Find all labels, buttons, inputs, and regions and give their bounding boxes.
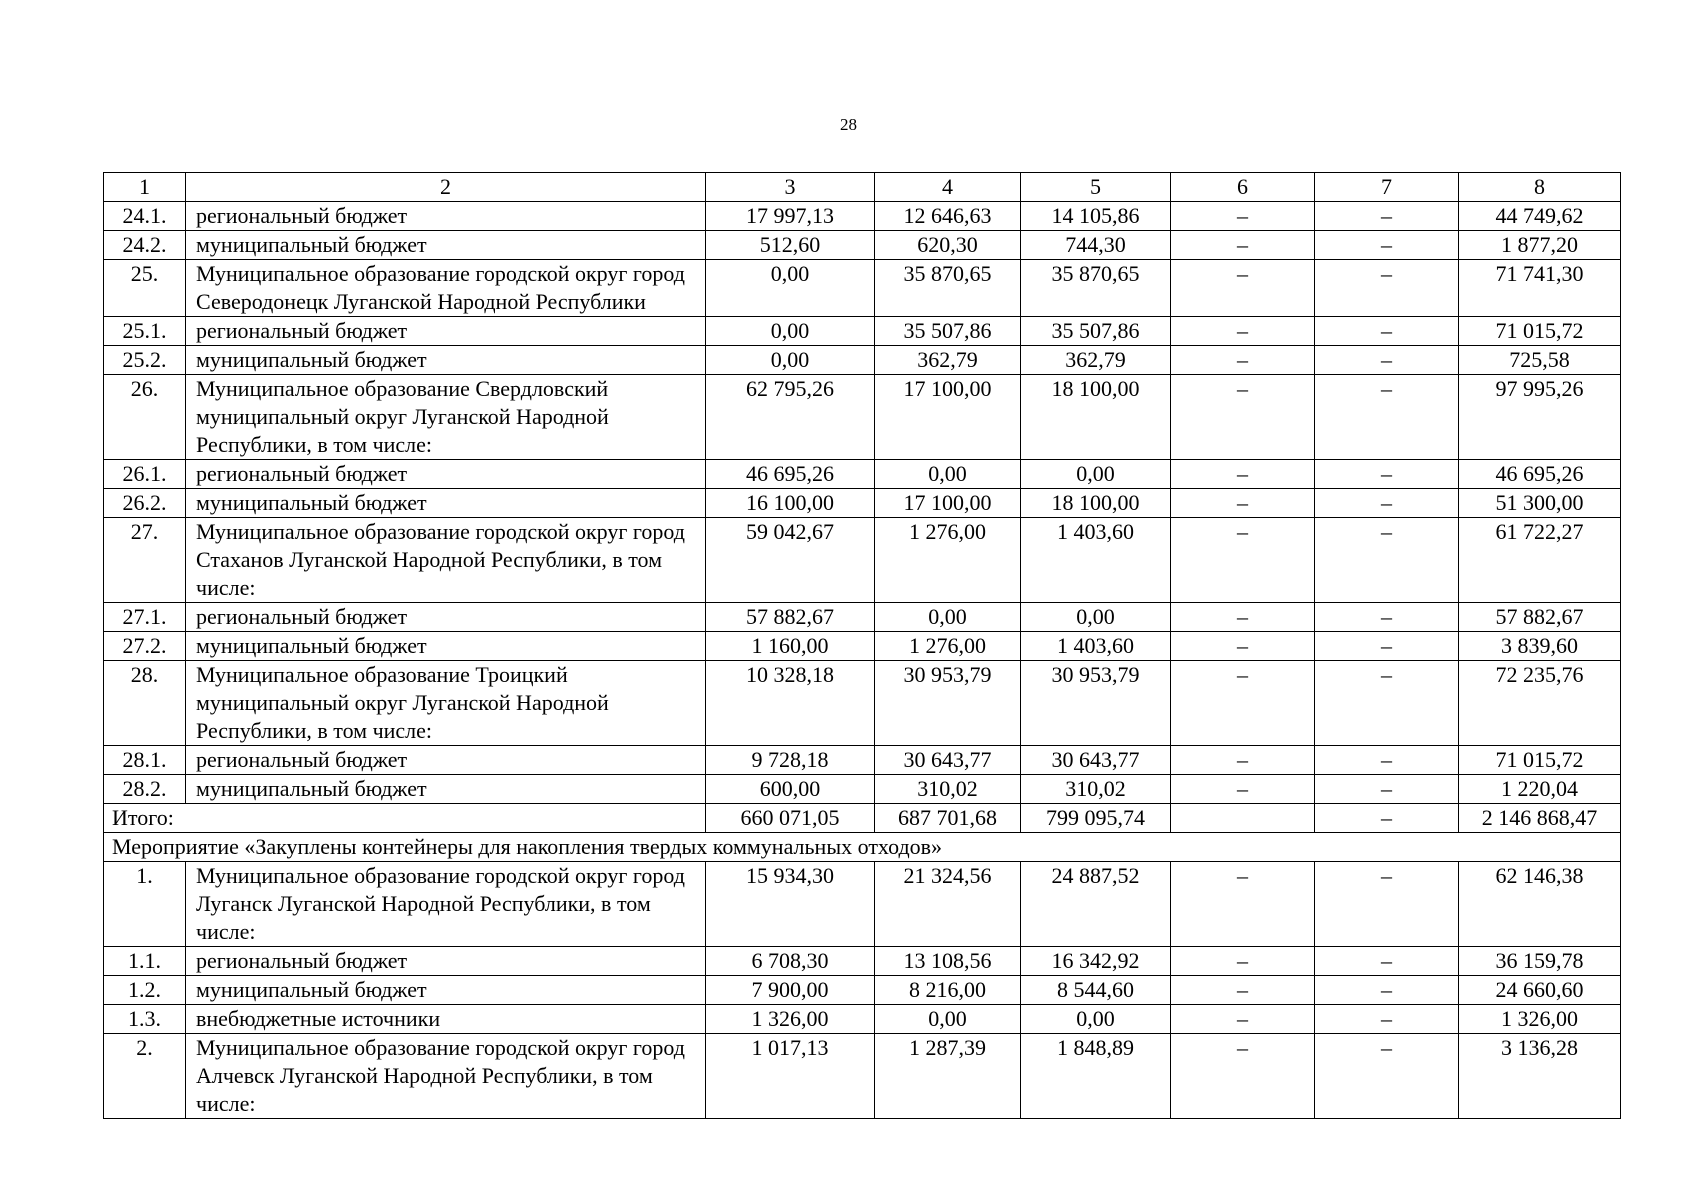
table-body	[104, 173, 1621, 1119]
col-5-value: 35 507,86	[1021, 317, 1171, 346]
col-4-value: 0,00	[875, 460, 1021, 489]
col-7-value: –	[1315, 260, 1459, 317]
table-row	[104, 632, 1621, 661]
row-name: внебюджетные источники	[186, 1005, 706, 1034]
row-number: 27.	[104, 518, 186, 603]
row-number: 28.	[104, 661, 186, 746]
col-7-value: –	[1315, 661, 1459, 746]
table-row	[104, 260, 1621, 317]
col-4-value: 30 643,77	[875, 746, 1021, 775]
col-3-value: 0,00	[706, 317, 875, 346]
table-row	[104, 947, 1621, 976]
row-name: Муниципальное образование городской округ город Алчевск Луганской Народной Республики, в том числе:	[186, 1034, 706, 1119]
col-6-value: –	[1171, 976, 1315, 1005]
row-number: 24.2.	[104, 231, 186, 260]
col-4-value: 35 507,86	[875, 317, 1021, 346]
row-name: региональный бюджет	[186, 603, 706, 632]
table-row	[104, 518, 1621, 603]
col-6-value: –	[1171, 375, 1315, 460]
col-7-value: –	[1315, 518, 1459, 603]
col-6-value: –	[1171, 346, 1315, 375]
section-row	[104, 833, 1621, 862]
table-row	[104, 1034, 1621, 1119]
col-3-value: 17 997,13	[706, 202, 875, 231]
row-name: региональный бюджет	[186, 947, 706, 976]
col-4-value: 35 870,65	[875, 260, 1021, 317]
row-number: 24.1.	[104, 202, 186, 231]
col-7-value: –	[1315, 460, 1459, 489]
col-8-value: 3 839,60	[1459, 632, 1621, 661]
header-cell: 5	[1021, 173, 1171, 202]
col-8-value: 71 015,72	[1459, 317, 1621, 346]
col-8-value: 1 326,00	[1459, 1005, 1621, 1034]
col-5-value: 744,30	[1021, 231, 1171, 260]
section-title: Мероприятие «Закуплены контейнеры для накопления твердых коммунальных отходов»	[104, 833, 1621, 862]
table-row	[104, 346, 1621, 375]
header-cell: 2	[186, 173, 706, 202]
col-7-value: –	[1315, 775, 1459, 804]
col-3-value: 6 708,30	[706, 947, 875, 976]
row-name: муниципальный бюджет	[186, 346, 706, 375]
col-6-value: –	[1171, 661, 1315, 746]
row-name: муниципальный бюджет	[186, 775, 706, 804]
total-c6	[1171, 804, 1315, 833]
header-row	[104, 173, 1621, 202]
col-7-value: –	[1315, 1034, 1459, 1119]
col-6-value: –	[1171, 632, 1315, 661]
row-name: региональный бюджет	[186, 202, 706, 231]
row-number: 28.1.	[104, 746, 186, 775]
row-name: региональный бюджет	[186, 746, 706, 775]
col-7-value: –	[1315, 375, 1459, 460]
col-4-value: 21 324,56	[875, 862, 1021, 947]
total-c8: 2 146 868,47	[1459, 804, 1621, 833]
row-number: 1.2.	[104, 976, 186, 1005]
col-6-value: –	[1171, 603, 1315, 632]
col-3-value: 512,60	[706, 231, 875, 260]
row-name: муниципальный бюджет	[186, 489, 706, 518]
row-number: 1.3.	[104, 1005, 186, 1034]
table-row	[104, 489, 1621, 518]
col-8-value: 46 695,26	[1459, 460, 1621, 489]
col-5-value: 1 403,60	[1021, 632, 1171, 661]
col-6-value: –	[1171, 947, 1315, 976]
col-3-value: 9 728,18	[706, 746, 875, 775]
col-8-value: 71 741,30	[1459, 260, 1621, 317]
col-4-value: 1 276,00	[875, 518, 1021, 603]
col-3-value: 62 795,26	[706, 375, 875, 460]
col-8-value: 36 159,78	[1459, 947, 1621, 976]
table-row	[104, 661, 1621, 746]
row-name: муниципальный бюджет	[186, 231, 706, 260]
col-5-value: 362,79	[1021, 346, 1171, 375]
total-c5: 799 095,74	[1021, 804, 1171, 833]
col-3-value: 7 900,00	[706, 976, 875, 1005]
col-5-value: 0,00	[1021, 460, 1171, 489]
header-cell: 3	[706, 173, 875, 202]
col-3-value: 15 934,30	[706, 862, 875, 947]
col-8-value: 72 235,76	[1459, 661, 1621, 746]
col-7-value: –	[1315, 317, 1459, 346]
col-7-value: –	[1315, 632, 1459, 661]
col-7-value: –	[1315, 202, 1459, 231]
table-row	[104, 1005, 1621, 1034]
row-number: 25.1.	[104, 317, 186, 346]
col-4-value: 1 287,39	[875, 1034, 1021, 1119]
col-4-value: 620,30	[875, 231, 1021, 260]
col-6-value: –	[1171, 518, 1315, 603]
col-8-value: 62 146,38	[1459, 862, 1621, 947]
col-8-value: 44 749,62	[1459, 202, 1621, 231]
col-5-value: 1 403,60	[1021, 518, 1171, 603]
col-5-value: 8 544,60	[1021, 976, 1171, 1005]
total-c3: 660 071,05	[706, 804, 875, 833]
col-4-value: 17 100,00	[875, 375, 1021, 460]
col-4-value: 0,00	[875, 1005, 1021, 1034]
col-5-value: 30 953,79	[1021, 661, 1171, 746]
row-name: Муниципальное образование городской округ город Луганск Луганской Народной Республики, в том числе:	[186, 862, 706, 947]
col-5-value: 24 887,52	[1021, 862, 1171, 947]
col-5-value: 30 643,77	[1021, 746, 1171, 775]
col-8-value: 61 722,27	[1459, 518, 1621, 603]
col-4-value: 1 276,00	[875, 632, 1021, 661]
total-c7: –	[1315, 804, 1459, 833]
row-number: 2.	[104, 1034, 186, 1119]
table-row	[104, 231, 1621, 260]
table-row	[104, 603, 1621, 632]
header-cell: 6	[1171, 173, 1315, 202]
col-3-value: 10 328,18	[706, 661, 875, 746]
table-row	[104, 460, 1621, 489]
table-row	[104, 746, 1621, 775]
col-3-value: 16 100,00	[706, 489, 875, 518]
col-6-value: –	[1171, 862, 1315, 947]
row-name: муниципальный бюджет	[186, 632, 706, 661]
col-6-value: –	[1171, 317, 1315, 346]
col-7-value: –	[1315, 862, 1459, 947]
col-4-value: 8 216,00	[875, 976, 1021, 1005]
col-3-value: 46 695,26	[706, 460, 875, 489]
row-name: Муниципальное образование Троицкий муниципальный округ Луганской Народной Республики, в том числе:	[186, 661, 706, 746]
col-8-value: 1 220,04	[1459, 775, 1621, 804]
budget-table	[103, 172, 1621, 1119]
col-4-value: 0,00	[875, 603, 1021, 632]
col-8-value: 71 015,72	[1459, 746, 1621, 775]
col-5-value: 35 870,65	[1021, 260, 1171, 317]
col-3-value: 0,00	[706, 346, 875, 375]
col-5-value: 14 105,86	[1021, 202, 1171, 231]
col-7-value: –	[1315, 1005, 1459, 1034]
col-5-value: 16 342,92	[1021, 947, 1171, 976]
col-3-value: 600,00	[706, 775, 875, 804]
row-number: 25.	[104, 260, 186, 317]
col-5-value: 0,00	[1021, 603, 1171, 632]
total-label: Итого:	[104, 804, 706, 833]
col-4-value: 30 953,79	[875, 661, 1021, 746]
row-number: 26.2.	[104, 489, 186, 518]
col-3-value: 0,00	[706, 260, 875, 317]
col-3-value: 57 882,67	[706, 603, 875, 632]
table-row	[104, 862, 1621, 947]
col-6-value: –	[1171, 746, 1315, 775]
page-number: 28	[840, 115, 857, 134]
header-cell: 7	[1315, 173, 1459, 202]
col-5-value: 0,00	[1021, 1005, 1171, 1034]
row-name: региональный бюджет	[186, 460, 706, 489]
total-row	[104, 804, 1621, 833]
col-6-value: –	[1171, 1005, 1315, 1034]
table-row	[104, 202, 1621, 231]
col-7-value: –	[1315, 346, 1459, 375]
col-4-value: 17 100,00	[875, 489, 1021, 518]
row-number: 28.2.	[104, 775, 186, 804]
col-6-value: –	[1171, 460, 1315, 489]
row-name: Муниципальное образование городской округ город Северодонецк Луганской Народной Республики	[186, 260, 706, 317]
col-8-value: 51 300,00	[1459, 489, 1621, 518]
row-number: 1.	[104, 862, 186, 947]
col-3-value: 1 326,00	[706, 1005, 875, 1034]
col-5-value: 18 100,00	[1021, 489, 1171, 518]
col-3-value: 1 160,00	[706, 632, 875, 661]
col-7-value: –	[1315, 603, 1459, 632]
row-name: Муниципальное образование Свердловский муниципальный округ Луганской Народной Республики, в том числе:	[186, 375, 706, 460]
col-8-value: 725,58	[1459, 346, 1621, 375]
col-8-value: 24 660,60	[1459, 976, 1621, 1005]
col-6-value: –	[1171, 231, 1315, 260]
col-6-value: –	[1171, 489, 1315, 518]
table-row	[104, 775, 1621, 804]
col-7-value: –	[1315, 231, 1459, 260]
col-5-value: 18 100,00	[1021, 375, 1171, 460]
table-row	[104, 976, 1621, 1005]
col-7-value: –	[1315, 947, 1459, 976]
row-name: муниципальный бюджет	[186, 976, 706, 1005]
table-row	[104, 317, 1621, 346]
row-number: 27.2.	[104, 632, 186, 661]
col-3-value: 59 042,67	[706, 518, 875, 603]
col-4-value: 310,02	[875, 775, 1021, 804]
col-8-value: 97 995,26	[1459, 375, 1621, 460]
header-cell: 1	[104, 173, 186, 202]
col-6-value: –	[1171, 1034, 1315, 1119]
header-cell: 8	[1459, 173, 1621, 202]
col-7-value: –	[1315, 746, 1459, 775]
col-4-value: 13 108,56	[875, 947, 1021, 976]
col-5-value: 310,02	[1021, 775, 1171, 804]
row-name: региональный бюджет	[186, 317, 706, 346]
row-number: 26.	[104, 375, 186, 460]
col-6-value: –	[1171, 260, 1315, 317]
col-8-value: 57 882,67	[1459, 603, 1621, 632]
col-6-value: –	[1171, 775, 1315, 804]
col-4-value: 12 646,63	[875, 202, 1021, 231]
col-8-value: 3 136,28	[1459, 1034, 1621, 1119]
col-5-value: 1 848,89	[1021, 1034, 1171, 1119]
col-8-value: 1 877,20	[1459, 231, 1621, 260]
col-3-value: 1 017,13	[706, 1034, 875, 1119]
table-row	[104, 375, 1621, 460]
row-number: 1.1.	[104, 947, 186, 976]
col-7-value: –	[1315, 976, 1459, 1005]
row-number: 26.1.	[104, 460, 186, 489]
row-name: Муниципальное образование городской округ город Стаханов Луганской Народной Республики, в том числе:	[186, 518, 706, 603]
row-number: 25.2.	[104, 346, 186, 375]
col-6-value: –	[1171, 202, 1315, 231]
col-7-value: –	[1315, 489, 1459, 518]
total-c4: 687 701,68	[875, 804, 1021, 833]
col-4-value: 362,79	[875, 346, 1021, 375]
header-cell: 4	[875, 173, 1021, 202]
row-number: 27.1.	[104, 603, 186, 632]
